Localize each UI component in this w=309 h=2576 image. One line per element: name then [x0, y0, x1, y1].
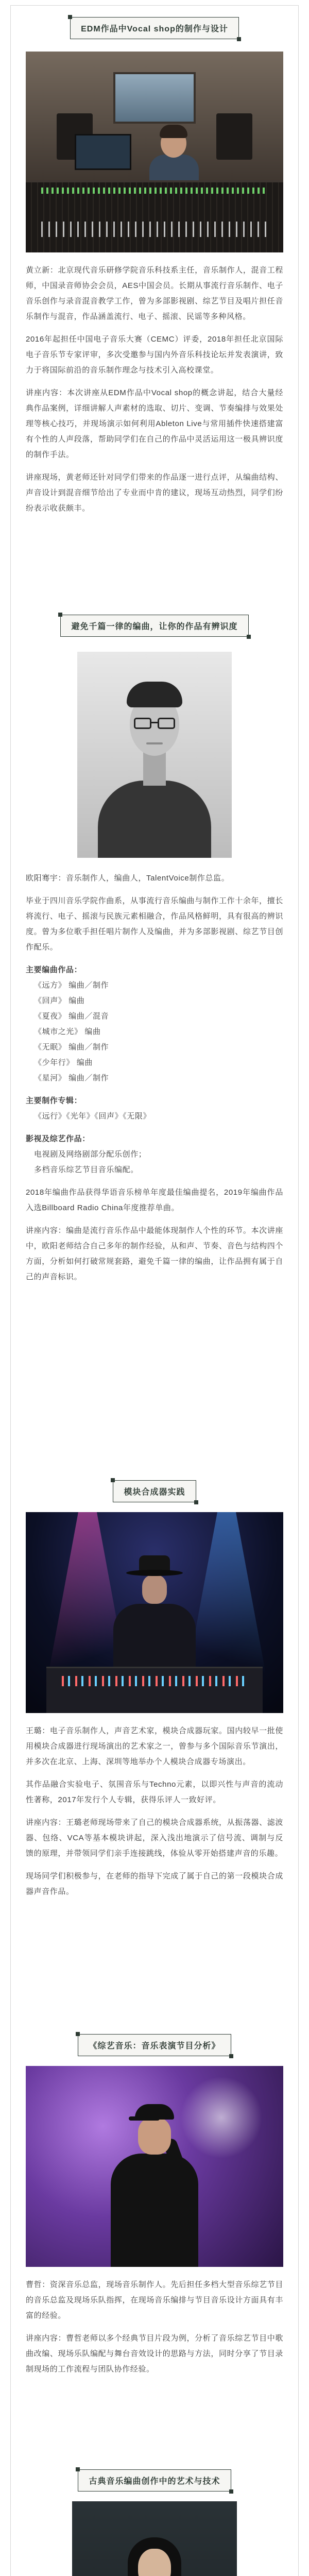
section-heading: 模块合成器实践: [124, 1487, 185, 1497]
lecture-summary-paragraph: 讲座现场，黄老师还针对同学们带来的作品逐一进行点评，从编曲结构、声音设计到混音细节给出了专业而中肯的建议，现场互动热烈，同学们纷纷表示收获颇丰。: [26, 473, 283, 513]
speaker-photo-purple-stage: [26, 2066, 283, 2267]
speaker-photo-studio: [26, 52, 283, 252]
section-heading-row: [21, 1479, 288, 1503]
speaker-bio-paragraph: 王璐：电子音乐制作人，声音艺术家，模块合成器玩家。国内较早一批使用模块合成器进行现场演出的艺术家之一，曾参与多个国际音乐节演出，并多次在北京、上海、深圳等地举办个人模块合成器专场演出。: [26, 1726, 283, 1766]
speaker-bio-paragraph: 曹哲：资深音乐总监，现场音乐制作人。先后担任多档大型音乐综艺节目的音乐总监及现场乐队指挥，在现场音乐编排与节目音乐设计方面具有丰富的经验。: [26, 2280, 283, 2320]
heading-corner-ornament: [247, 635, 251, 639]
section-heading-row: [21, 15, 288, 40]
works-list-item: 《星河》 编曲／制作: [34, 1074, 109, 1082]
engineer-hair: [160, 125, 187, 138]
section-heading: 《综艺音乐：音乐表演节目分析》: [89, 2041, 220, 2050]
awards-paragraph: 2018年编曲作品获得华语音乐榜单年度最佳编曲提名，2019年编曲作品入选Billboard Radio China年度推荐单曲。: [26, 1188, 283, 1212]
works-list-item: 《少年行》 编曲: [34, 1058, 93, 1067]
console-meters: [41, 188, 268, 194]
glasses-right-lens: [158, 718, 175, 729]
heading-corner-ornament: [76, 2467, 80, 2471]
heading-corner-ornament: [68, 15, 72, 19]
lecture-summary-paragraph: 讲座内容：编曲是流行音乐作品中最能体现制作人个性的环节。本次讲座中，欧阳老师结合自己多年的制作经验，从和声、节奏、音色与结构四个方面，分析如何打破常规套路，避免千篇一律的编曲，让作品拥有属于自己的声音标识。: [26, 1226, 283, 1281]
section-heading-box: [78, 2469, 231, 2492]
portrait-shirt: [98, 781, 211, 858]
works-list-item: 《无眠》 编曲／制作: [34, 1043, 109, 1052]
lecture-summary-paragraph: 讲座内容：本次讲座从EDM作品中Vocal shop的概念讲起，结合大量经典作品案例，详细讲解人声素材的选取、切片、变调、节奏编排与效果处理等核心技巧，并现场演示如何利用Ableton Live与常用插件快速搭建富有个性的人声段落，帮助同学们在自己的作品中灵活运用这一极具辨识度的制作手法。: [26, 388, 283, 459]
lecture-summary-paragraph: 讲座内容：王璐老师现场带来了自己的模块合成器系统，从振荡器、滤波器、包络、VCA等基本模块讲起，深入浅出地演示了信号流、调制与反馈的原理，并带领同学们亲手连接跳线，体验从零开始搭建声音的乐趣。: [26, 1818, 283, 1858]
heading-corner-ornament: [229, 2489, 233, 2494]
speaker-name-paragraph: 欧阳骞宇：音乐制作人，编曲人，TalentVoice制作总监。: [26, 874, 230, 883]
guitarist-face: [138, 2549, 171, 2576]
heading-corner-ornament: [58, 613, 62, 617]
section-heading: EDM作品中Vocal shop的制作与设计: [81, 24, 228, 33]
computer-screen: [75, 134, 131, 170]
heading-corner-ornament: [111, 1478, 115, 1482]
section-heading-box: [113, 1480, 196, 1502]
speaker-photo-portrait: [77, 652, 232, 858]
speaker-photo-guitarist: [72, 2501, 237, 2576]
speaker-bio-paragraph: 黄立新：北京现代音乐研修学院音乐科技系主任，音乐制作人，混音工程师，中国录音师协会会员，AES中国会员。长期从事流行音乐制作、电子音乐创作与录音混音教学工作，曾为多部影视剧、综艺节目及唱片担任音乐制作与混音，作品涵盖流行、电子、摇滚、民谣等多种风格。: [26, 266, 283, 321]
section-heading-row: [21, 2032, 288, 2057]
synth-table: [46, 1667, 263, 1713]
speaker-photo-stage: [26, 1512, 283, 1713]
works-list-heading: 主要编曲作品：: [26, 965, 82, 974]
glasses-bridge: [151, 722, 158, 723]
works-list-item: 《夏夜》 编曲／混音: [34, 1012, 109, 1021]
glasses-left-lens: [134, 718, 151, 729]
monitor-speaker-right: [216, 113, 252, 160]
works-list-item: 《远方》 编曲／制作: [34, 981, 109, 990]
heading-corner-ornament: [194, 1500, 198, 1504]
singer-cap-brim: [129, 2116, 160, 2121]
works-list-item: 《回声》 编曲: [34, 996, 85, 1005]
console-faders: [41, 222, 268, 237]
section-heading: 避免千篇一律的编曲，让你的作品有辨识度: [71, 622, 238, 631]
media-works-heading: 影视及综艺作品：: [26, 1134, 90, 1143]
albums-list-item: 《远行》《光年》《回声》《无限》: [34, 1112, 151, 1121]
section-heading-box: [60, 615, 248, 637]
section-text: [26, 871, 283, 1292]
section-text: [26, 1723, 283, 1907]
section-text: [26, 263, 283, 523]
lecture-summary-paragraph: 现场同学们积极参与，在老师的指导下完成了属于自己的第一段模块合成器声音作品。: [26, 1872, 283, 1896]
singer-face: [138, 2117, 171, 2155]
portrait-hair: [127, 682, 182, 707]
section-heading-box: [70, 17, 239, 39]
media-works-item: 多档音乐综艺节目音乐编配。: [34, 1165, 139, 1174]
speaker-bio-paragraph: 其作品融合实验电子、氛围音乐与Techno元素，以即兴性与声音的流动性著称，2017年发行个人专辑，获得乐评人一致好评。: [26, 1780, 283, 1804]
speaker-bio-paragraph: 2016年起担任中国电子音乐大赛（CEMC）评委，2018年担任北京国际电子音乐节专家评审，多次受邀参与国内外音乐科技论坛并发表演讲，致力于将国际前沿的音乐制作理念与技术引入高校课堂。: [26, 335, 283, 375]
synth-module-lights: [62, 1676, 247, 1686]
performer-hat-brim: [126, 1570, 183, 1576]
media-works-item: 电视剧及网络剧部分配乐创作；: [34, 1150, 147, 1159]
studio-window: [113, 72, 196, 124]
performer-face: [142, 1575, 167, 1604]
section-heading-row: [21, 613, 288, 638]
section-text: [26, 2277, 283, 2384]
speaker-bio-paragraph: 毕业于四川音乐学院作曲系，从事流行音乐编曲与制作工作十余年，擅长将流行、电子、摇滚与民族元素相融合，作品风格鲜明，具有很高的辨识度。曾为多位歌手担任唱片制作人及编曲，并为多部影视剧、综艺节目创作配乐。: [26, 896, 283, 952]
section-heading-box: [78, 2034, 231, 2056]
heading-corner-ornament: [76, 2032, 80, 2036]
spotlight-glow: [180, 2076, 263, 2159]
lecture-summary-paragraph: 讲座内容：曹哲老师以多个经典节目片段为例，分析了音乐综艺节目中歌曲改编、现场乐队编配与舞台音效设计的思路与方法，同时分享了节目录制现场的工作流程与团队协作经验。: [26, 2334, 283, 2374]
works-list-item: 《城市之光》 编曲: [34, 1027, 101, 1036]
portrait-mouth: [146, 742, 163, 744]
heading-corner-ornament: [237, 37, 241, 41]
section-heading-row: [21, 2468, 288, 2493]
heading-corner-ornament: [229, 2054, 233, 2058]
section-heading: 古典音乐编曲创作中的艺术与技术: [89, 2477, 220, 2486]
albums-list-heading: 主要制作专辑：: [26, 1096, 82, 1105]
